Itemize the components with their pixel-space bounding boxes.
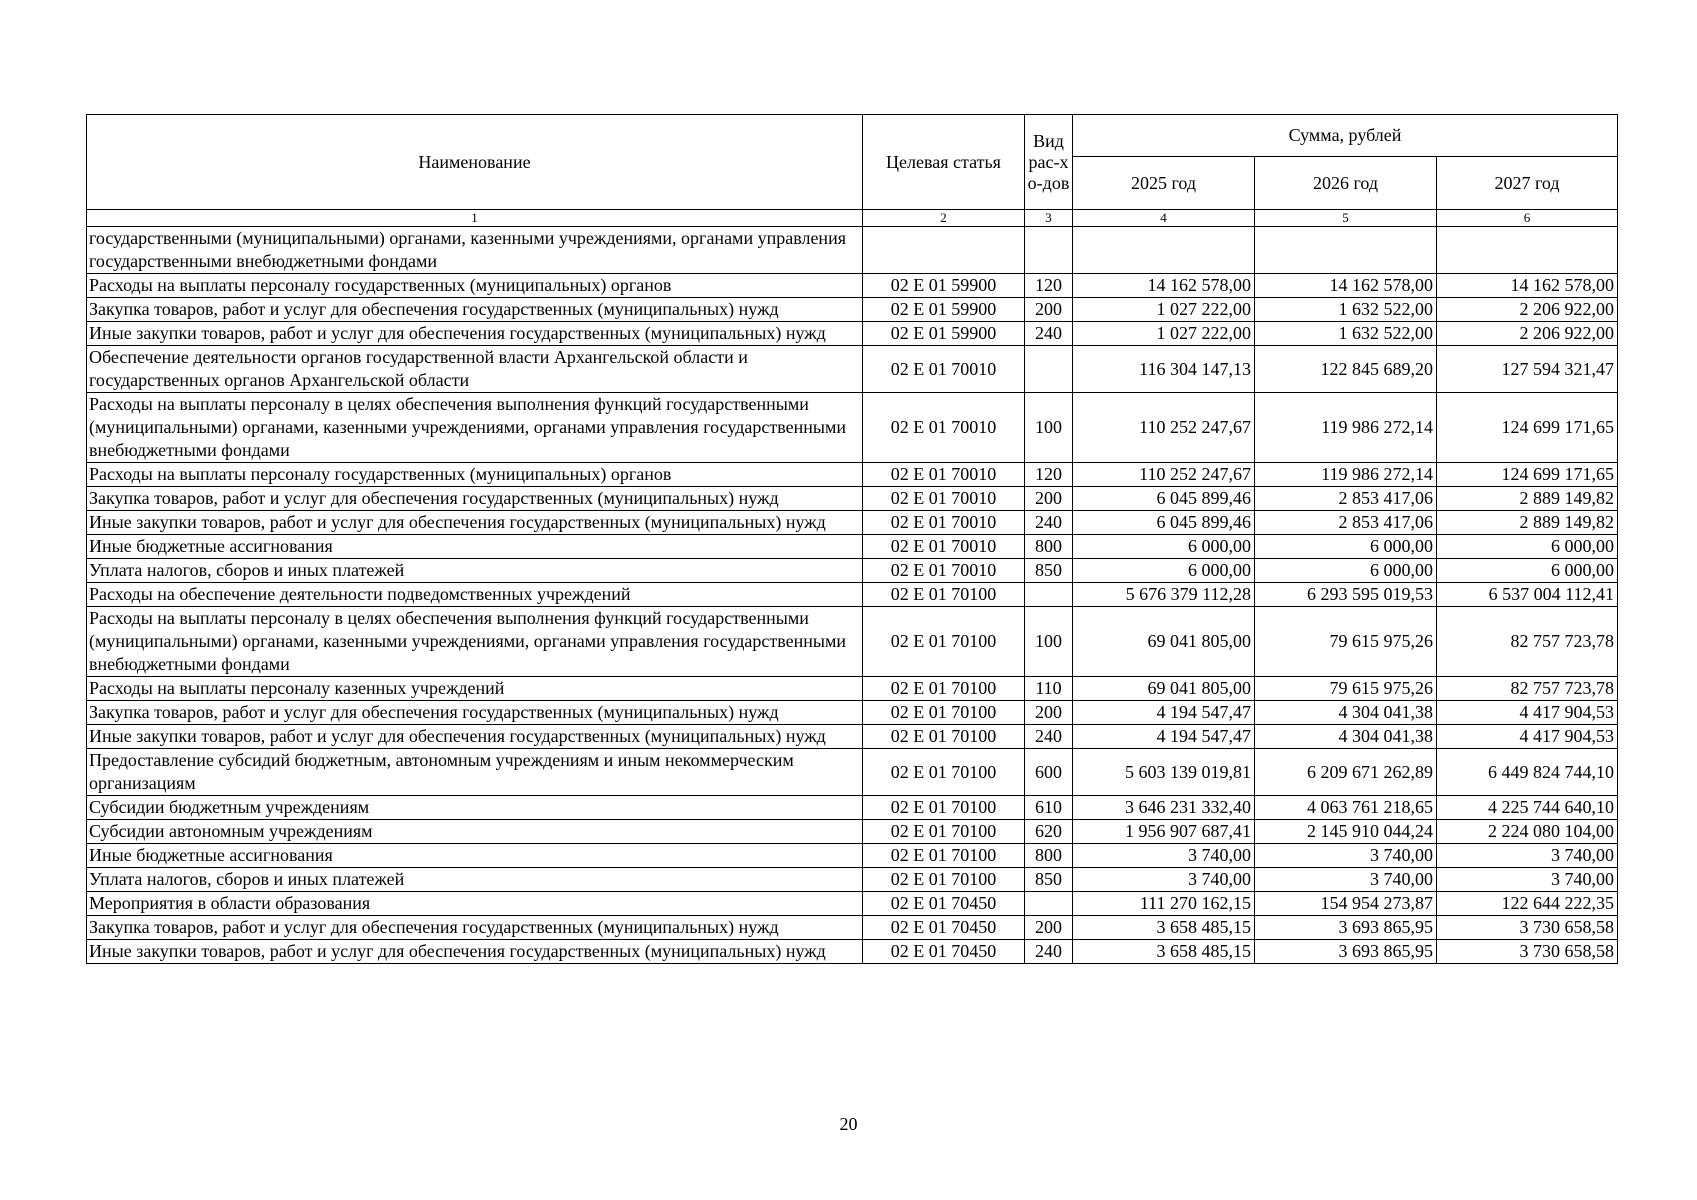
row-amount-2026: 4 063 761 218,65 bbox=[1255, 796, 1437, 820]
row-name: Иные закупки товаров, работ и услуг для обеспечения государственных (муниципальных) нужд bbox=[87, 940, 863, 964]
header-sum: Сумма, рублей bbox=[1073, 115, 1618, 157]
budget-table bbox=[86, 114, 1618, 964]
row-target-article: 02 Е 01 70010 bbox=[863, 511, 1025, 535]
row-amount-2026: 119 986 272,14 bbox=[1255, 393, 1437, 463]
header-expense-type: Вид рас-хо-дов bbox=[1025, 115, 1073, 210]
row-target-article: 02 Е 01 70100 bbox=[863, 607, 1025, 677]
table-row bbox=[87, 892, 1618, 916]
row-amount-2026: 6 293 595 019,53 bbox=[1255, 583, 1437, 607]
table-row bbox=[87, 274, 1618, 298]
row-amount-2025: 69 041 805,00 bbox=[1073, 607, 1255, 677]
row-expense-type: 850 bbox=[1025, 868, 1073, 892]
row-amount-2025: 6 000,00 bbox=[1073, 559, 1255, 583]
row-amount-2025: 6 045 899,46 bbox=[1073, 511, 1255, 535]
row-expense-type: 240 bbox=[1025, 725, 1073, 749]
table-row bbox=[87, 393, 1618, 463]
row-amount-2025: 69 041 805,00 bbox=[1073, 677, 1255, 701]
row-name: Иные закупки товаров, работ и услуг для обеспечения государственных (муниципальных) нужд bbox=[87, 725, 863, 749]
table-row bbox=[87, 844, 1618, 868]
row-amount-2027: 2 889 149,82 bbox=[1437, 487, 1618, 511]
table-row bbox=[87, 940, 1618, 964]
row-target-article: 02 Е 01 70450 bbox=[863, 940, 1025, 964]
row-amount-2025: 110 252 247,67 bbox=[1073, 393, 1255, 463]
table-row bbox=[87, 227, 1618, 274]
row-amount-2025: 3 740,00 bbox=[1073, 868, 1255, 892]
row-name: Обеспечение деятельности органов государственной власти Архангельской области и государственных органов Архангельской области bbox=[87, 346, 863, 393]
row-amount-2027 bbox=[1437, 227, 1618, 274]
row-amount-2027: 3 730 658,58 bbox=[1437, 940, 1618, 964]
row-expense-type: 200 bbox=[1025, 916, 1073, 940]
row-name: Закупка товаров, работ и услуг для обеспечения государственных (муниципальных) нужд bbox=[87, 298, 863, 322]
row-amount-2025: 4 194 547,47 bbox=[1073, 725, 1255, 749]
table-row bbox=[87, 346, 1618, 393]
row-expense-type: 200 bbox=[1025, 298, 1073, 322]
row-target-article: 02 Е 01 70100 bbox=[863, 583, 1025, 607]
row-name: Закупка товаров, работ и услуг для обеспечения государственных (муниципальных) нужд bbox=[87, 916, 863, 940]
row-expense-type bbox=[1025, 227, 1073, 274]
row-expense-type: 110 bbox=[1025, 677, 1073, 701]
row-amount-2026: 79 615 975,26 bbox=[1255, 677, 1437, 701]
row-amount-2027: 82 757 723,78 bbox=[1437, 677, 1618, 701]
row-amount-2026: 154 954 273,87 bbox=[1255, 892, 1437, 916]
row-amount-2026: 1 632 522,00 bbox=[1255, 298, 1437, 322]
row-amount-2026 bbox=[1255, 227, 1437, 274]
row-name: Уплата налогов, сборов и иных платежей bbox=[87, 868, 863, 892]
table-row bbox=[87, 701, 1618, 725]
row-amount-2026: 3 740,00 bbox=[1255, 844, 1437, 868]
row-target-article: 02 Е 01 70100 bbox=[863, 701, 1025, 725]
row-expense-type: 100 bbox=[1025, 607, 1073, 677]
row-target-article: 02 Е 01 70100 bbox=[863, 868, 1025, 892]
row-expense-type: 120 bbox=[1025, 463, 1073, 487]
row-name: Субсидии автономным учреждениям bbox=[87, 820, 863, 844]
row-name: Иные закупки товаров, работ и услуг для обеспечения государственных (муниципальных) нужд bbox=[87, 511, 863, 535]
table-row bbox=[87, 916, 1618, 940]
row-expense-type bbox=[1025, 583, 1073, 607]
column-number-row bbox=[87, 210, 1618, 227]
row-name: Мероприятия в области образования bbox=[87, 892, 863, 916]
row-amount-2027: 122 644 222,35 bbox=[1437, 892, 1618, 916]
row-expense-type: 120 bbox=[1025, 274, 1073, 298]
row-target-article: 02 Е 01 70010 bbox=[863, 393, 1025, 463]
row-amount-2026: 3 693 865,95 bbox=[1255, 940, 1437, 964]
header-year-2026: 2026 год bbox=[1255, 157, 1437, 210]
row-expense-type: 800 bbox=[1025, 844, 1073, 868]
column-number: 1 bbox=[87, 210, 863, 227]
row-amount-2027: 6 000,00 bbox=[1437, 535, 1618, 559]
row-expense-type bbox=[1025, 892, 1073, 916]
row-amount-2025: 6 000,00 bbox=[1073, 535, 1255, 559]
table-row bbox=[87, 559, 1618, 583]
header-year-2025: 2025 год bbox=[1073, 157, 1255, 210]
row-amount-2026: 4 304 041,38 bbox=[1255, 725, 1437, 749]
row-target-article: 02 Е 01 70100 bbox=[863, 820, 1025, 844]
row-amount-2026: 119 986 272,14 bbox=[1255, 463, 1437, 487]
row-target-article: 02 Е 01 70010 bbox=[863, 463, 1025, 487]
row-amount-2026: 79 615 975,26 bbox=[1255, 607, 1437, 677]
row-name: Иные закупки товаров, работ и услуг для обеспечения государственных (муниципальных) нужд bbox=[87, 322, 863, 346]
header-target-article: Целевая статья bbox=[863, 115, 1025, 210]
row-amount-2026: 6 000,00 bbox=[1255, 559, 1437, 583]
row-amount-2026: 3 693 865,95 bbox=[1255, 916, 1437, 940]
column-number: 6 bbox=[1437, 210, 1618, 227]
row-amount-2025: 1 027 222,00 bbox=[1073, 322, 1255, 346]
row-amount-2026: 1 632 522,00 bbox=[1255, 322, 1437, 346]
row-target-article: 02 Е 01 59900 bbox=[863, 274, 1025, 298]
row-expense-type: 240 bbox=[1025, 511, 1073, 535]
row-name: Расходы на обеспечение деятельности подведомственных учреждений bbox=[87, 583, 863, 607]
row-expense-type: 200 bbox=[1025, 701, 1073, 725]
column-number: 5 bbox=[1255, 210, 1437, 227]
row-name: Иные бюджетные ассигнования bbox=[87, 535, 863, 559]
row-amount-2025: 5 676 379 112,28 bbox=[1073, 583, 1255, 607]
table-row bbox=[87, 487, 1618, 511]
row-amount-2027: 3 740,00 bbox=[1437, 844, 1618, 868]
row-target-article: 02 Е 01 59900 bbox=[863, 298, 1025, 322]
row-amount-2026: 2 853 417,06 bbox=[1255, 487, 1437, 511]
row-amount-2027: 2 889 149,82 bbox=[1437, 511, 1618, 535]
row-amount-2027: 6 449 824 744,10 bbox=[1437, 749, 1618, 796]
row-expense-type: 600 bbox=[1025, 749, 1073, 796]
row-expense-type: 800 bbox=[1025, 535, 1073, 559]
row-expense-type: 620 bbox=[1025, 820, 1073, 844]
table-row bbox=[87, 725, 1618, 749]
row-target-article: 02 Е 01 70100 bbox=[863, 749, 1025, 796]
row-amount-2025: 1 956 907 687,41 bbox=[1073, 820, 1255, 844]
row-amount-2027: 127 594 321,47 bbox=[1437, 346, 1618, 393]
row-name: Расходы на выплаты персоналу в целях обеспечения выполнения функций государственными (муниципальными) органами, казенными учреждениями, органами управления государственными внебюджетными фондами bbox=[87, 607, 863, 677]
table-row bbox=[87, 677, 1618, 701]
column-number: 2 bbox=[863, 210, 1025, 227]
row-target-article: 02 Е 01 70450 bbox=[863, 916, 1025, 940]
row-target-article: 02 Е 01 70100 bbox=[863, 677, 1025, 701]
row-name: государственными (муниципальными) органами, казенными учреждениями, органами управления государственными внебюджетными фондами bbox=[87, 227, 863, 274]
row-target-article: 02 Е 01 70010 bbox=[863, 346, 1025, 393]
column-number: 3 bbox=[1025, 210, 1073, 227]
row-amount-2025: 6 045 899,46 bbox=[1073, 487, 1255, 511]
row-target-article: 02 Е 01 59900 bbox=[863, 322, 1025, 346]
row-name: Расходы на выплаты персоналу государственных (муниципальных) органов bbox=[87, 463, 863, 487]
row-name: Уплата налогов, сборов и иных платежей bbox=[87, 559, 863, 583]
row-amount-2025: 110 252 247,67 bbox=[1073, 463, 1255, 487]
row-target-article: 02 Е 01 70100 bbox=[863, 796, 1025, 820]
row-amount-2027: 4 225 744 640,10 bbox=[1437, 796, 1618, 820]
row-target-article: 02 Е 01 70010 bbox=[863, 559, 1025, 583]
row-amount-2027: 124 699 171,65 bbox=[1437, 393, 1618, 463]
row-target-article bbox=[863, 227, 1025, 274]
row-amount-2025: 3 658 485,15 bbox=[1073, 916, 1255, 940]
row-amount-2027: 6 537 004 112,41 bbox=[1437, 583, 1618, 607]
row-amount-2026: 2 853 417,06 bbox=[1255, 511, 1437, 535]
row-expense-type: 850 bbox=[1025, 559, 1073, 583]
row-amount-2025: 14 162 578,00 bbox=[1073, 274, 1255, 298]
row-amount-2027: 2 206 922,00 bbox=[1437, 298, 1618, 322]
row-amount-2026: 6 000,00 bbox=[1255, 535, 1437, 559]
row-amount-2027: 2 224 080 104,00 bbox=[1437, 820, 1618, 844]
page-number: 20 bbox=[839, 1114, 858, 1134]
row-amount-2026: 14 162 578,00 bbox=[1255, 274, 1437, 298]
row-name: Субсидии бюджетным учреждениям bbox=[87, 796, 863, 820]
row-amount-2025: 1 027 222,00 bbox=[1073, 298, 1255, 322]
row-expense-type: 610 bbox=[1025, 796, 1073, 820]
row-expense-type bbox=[1025, 346, 1073, 393]
table-row bbox=[87, 749, 1618, 796]
table-row bbox=[87, 511, 1618, 535]
row-name: Расходы на выплаты персоналу казенных учреждений bbox=[87, 677, 863, 701]
row-name: Расходы на выплаты персоналу государственных (муниципальных) органов bbox=[87, 274, 863, 298]
row-target-article: 02 Е 01 70100 bbox=[863, 725, 1025, 749]
row-amount-2026: 4 304 041,38 bbox=[1255, 701, 1437, 725]
row-amount-2025: 3 740,00 bbox=[1073, 844, 1255, 868]
row-amount-2027: 3 740,00 bbox=[1437, 868, 1618, 892]
row-amount-2026: 2 145 910 044,24 bbox=[1255, 820, 1437, 844]
table-row bbox=[87, 820, 1618, 844]
header-year-2027: 2027 год bbox=[1437, 157, 1618, 210]
row-target-article: 02 Е 01 70010 bbox=[863, 535, 1025, 559]
row-name: Предоставление субсидий бюджетным, автономным учреждениям и иным некоммерческим организациям bbox=[87, 749, 863, 796]
row-amount-2027: 124 699 171,65 bbox=[1437, 463, 1618, 487]
table-row bbox=[87, 322, 1618, 346]
row-name: Расходы на выплаты персоналу в целях обеспечения выполнения функций государственными (муниципальными) органами, казенными учреждениями, органами управления государственными внебюджетными фондами bbox=[87, 393, 863, 463]
row-amount-2027: 6 000,00 bbox=[1437, 559, 1618, 583]
row-amount-2025: 4 194 547,47 bbox=[1073, 701, 1255, 725]
row-amount-2025: 116 304 147,13 bbox=[1073, 346, 1255, 393]
row-amount-2027: 4 417 904,53 bbox=[1437, 701, 1618, 725]
row-expense-type: 240 bbox=[1025, 322, 1073, 346]
table-row bbox=[87, 868, 1618, 892]
row-target-article: 02 Е 01 70010 bbox=[863, 487, 1025, 511]
row-amount-2027: 4 417 904,53 bbox=[1437, 725, 1618, 749]
row-target-article: 02 Е 01 70100 bbox=[863, 844, 1025, 868]
row-amount-2025: 111 270 162,15 bbox=[1073, 892, 1255, 916]
row-amount-2025: 3 646 231 332,40 bbox=[1073, 796, 1255, 820]
row-name: Иные бюджетные ассигнования bbox=[87, 844, 863, 868]
table-row bbox=[87, 298, 1618, 322]
header-name: Наименование bbox=[87, 115, 863, 210]
row-amount-2025 bbox=[1073, 227, 1255, 274]
row-amount-2027: 3 730 658,58 bbox=[1437, 916, 1618, 940]
row-expense-type: 100 bbox=[1025, 393, 1073, 463]
row-amount-2027: 82 757 723,78 bbox=[1437, 607, 1618, 677]
row-amount-2026: 122 845 689,20 bbox=[1255, 346, 1437, 393]
row-amount-2025: 3 658 485,15 bbox=[1073, 940, 1255, 964]
row-amount-2027: 14 162 578,00 bbox=[1437, 274, 1618, 298]
row-name: Закупка товаров, работ и услуг для обеспечения государственных (муниципальных) нужд bbox=[87, 487, 863, 511]
row-amount-2025: 5 603 139 019,81 bbox=[1073, 749, 1255, 796]
table-row bbox=[87, 796, 1618, 820]
table-row bbox=[87, 583, 1618, 607]
row-target-article: 02 Е 01 70450 bbox=[863, 892, 1025, 916]
column-number: 4 bbox=[1073, 210, 1255, 227]
row-amount-2027: 2 206 922,00 bbox=[1437, 322, 1618, 346]
row-expense-type: 240 bbox=[1025, 940, 1073, 964]
table-row bbox=[87, 607, 1618, 677]
row-amount-2026: 6 209 671 262,89 bbox=[1255, 749, 1437, 796]
table-row bbox=[87, 463, 1618, 487]
table-row bbox=[87, 535, 1618, 559]
row-amount-2026: 3 740,00 bbox=[1255, 868, 1437, 892]
row-expense-type: 200 bbox=[1025, 487, 1073, 511]
row-name: Закупка товаров, работ и услуг для обеспечения государственных (муниципальных) нужд bbox=[87, 701, 863, 725]
